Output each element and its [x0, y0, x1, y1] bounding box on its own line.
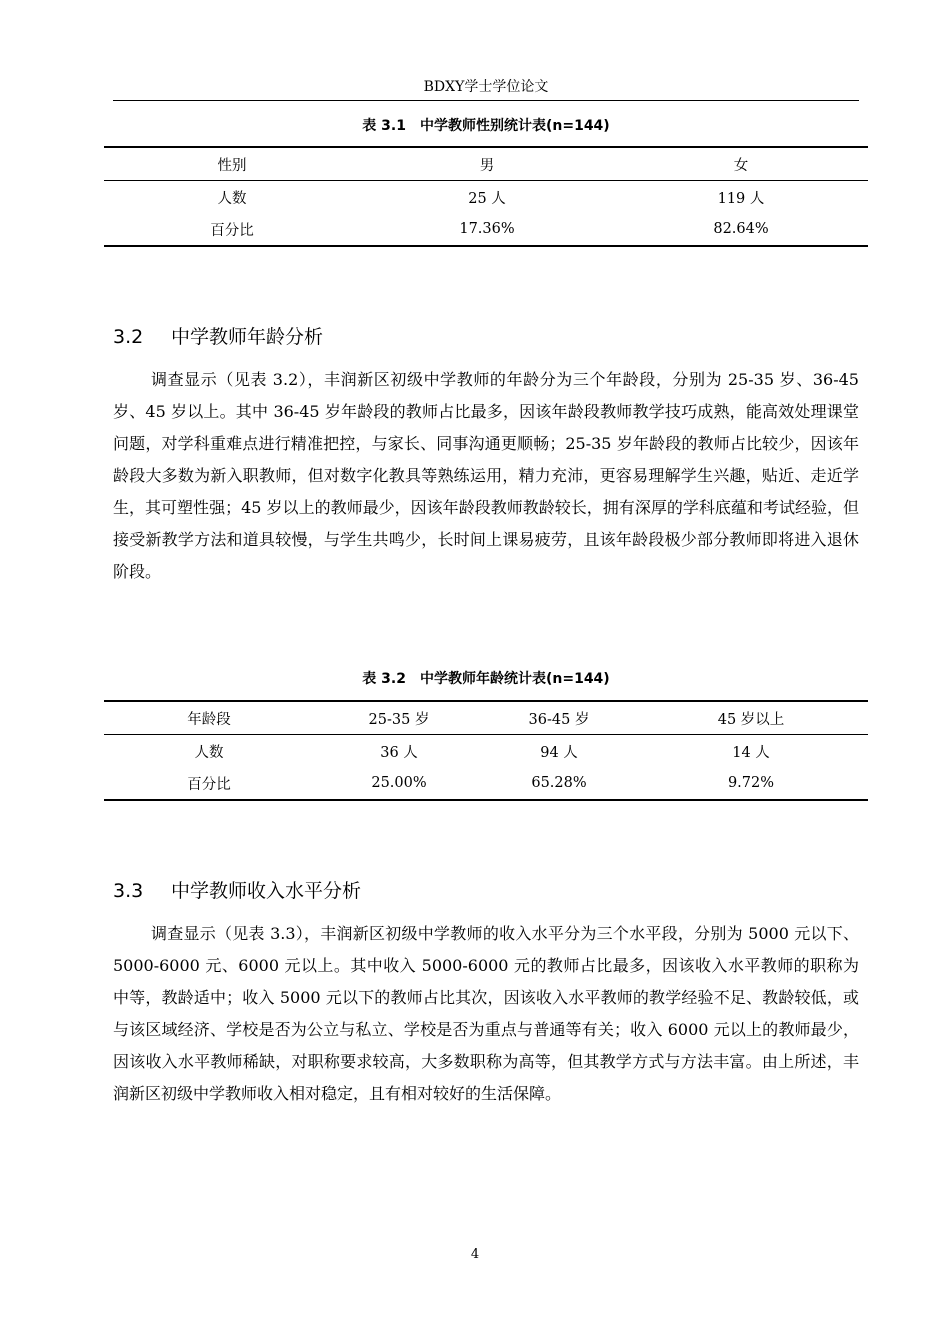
- table-3-1: [104, 146, 868, 247]
- table-3-2: [104, 700, 868, 801]
- column-header: 25-35 岁: [314, 701, 484, 735]
- section-3-2-heading: [113, 325, 323, 349]
- column-header: 45 岁以上: [634, 701, 868, 735]
- column-header: 性别: [104, 147, 360, 181]
- table-row: [104, 181, 868, 214]
- page-number: 4: [470, 1247, 480, 1262]
- table-caption-label: 表 3.1: [362, 118, 406, 134]
- table-caption-title: 中学教师性别统计表(n=144): [419, 118, 610, 134]
- column-header: 36-45 岁: [484, 701, 634, 735]
- section-3-2-paragraph: 调查显示（见表 3.2），丰润新区初级中学教师的年龄分为三个年龄段，分别为 25-35 岁、36-45 岁、45 岁以上。其中 36-45 岁年龄段的教师占比最多，因该年龄段教师教学技巧成熟，能高效处理课堂问题，对学科重难点进行精准把控，与家长、同事沟通更顺畅；25-35 岁年龄段的教师占比较少，因该年龄段大多数为新入职教师，但对数字化教具等熟练运用，精力充沛，更容易理解学生兴趣，贴近、走近学生，其可塑性强；45 岁以上的教师最少，因该年龄段教师教龄较长，拥有深厚的学科底蕴和考试经验，但接受新教学方法和道具较慢，与学生共鸣少，长时间上课易疲劳，且该年龄段极少部分教师即将进入退休阶段。: [113, 370, 859, 581]
- column-header: 男: [360, 147, 614, 181]
- table-3-2-caption: [104, 670, 868, 688]
- table-header-row: [104, 701, 868, 735]
- table-cell: 94 人: [540, 744, 578, 761]
- column-header: 年龄段: [104, 701, 314, 735]
- section-3-3-heading: [113, 879, 361, 903]
- section-title: 中学教师收入水平分析: [171, 880, 362, 902]
- section-number: 3.2: [113, 326, 144, 348]
- table-cell: 25 人: [468, 190, 506, 207]
- table-cell: 百分比: [210, 222, 254, 239]
- table-row: [104, 213, 868, 246]
- table-row: [104, 767, 868, 800]
- table-cell: 119 人: [717, 190, 765, 207]
- table-cell: 17.36%: [459, 221, 515, 237]
- section-number: 3.3: [113, 880, 144, 902]
- header-rule: [113, 100, 859, 101]
- table-cell: 36 人: [380, 744, 418, 761]
- table-header-row: [104, 147, 868, 181]
- table-cell: 82.64%: [713, 221, 769, 237]
- section-title: 中学教师年龄分析: [171, 326, 324, 348]
- section-3-3-paragraph: 调查显示（见表 3.3），丰润新区初级中学教师的收入水平分为三个水平段，分别为 5000 元以下、5000-6000 元、6000 元以上。其中收入 5000-6000 元的教师占比最多，因该收入水平教师的职称为中等，教龄适中；收入 5000 元以下的教师占比其次，因该收入水平教师的教学经验不足、教龄较低，或与该区域经济、学校是否为公立与私立、学校是否为重点与普通等有关；收入 6000 元以上的教师最少，因该收入水平教师稀缺，对职称要求较高，大多数职称为高等，但其教学方式与方法丰富。由上所述，丰润新区初级中学教师收入相对稳定，且有相对较好的生活保障。: [113, 924, 859, 1103]
- table-caption-title: 中学教师年龄统计表(n=144): [419, 671, 610, 687]
- table-cell: 14 人: [732, 744, 770, 761]
- table-3-1-caption: [104, 117, 868, 135]
- table-cell: 65.28%: [531, 775, 587, 791]
- table-row: [104, 735, 868, 768]
- table-cell: 人数: [217, 190, 247, 207]
- table-cell: 25.00%: [371, 775, 427, 791]
- table-cell: 人数: [194, 744, 224, 761]
- table-cell: 9.72%: [727, 775, 775, 791]
- table-cell: 百分比: [187, 776, 231, 793]
- table-caption-label: 表 3.2: [362, 671, 406, 687]
- column-header: 女: [614, 147, 868, 181]
- page-header: BDXY学士学位论文: [423, 79, 549, 95]
